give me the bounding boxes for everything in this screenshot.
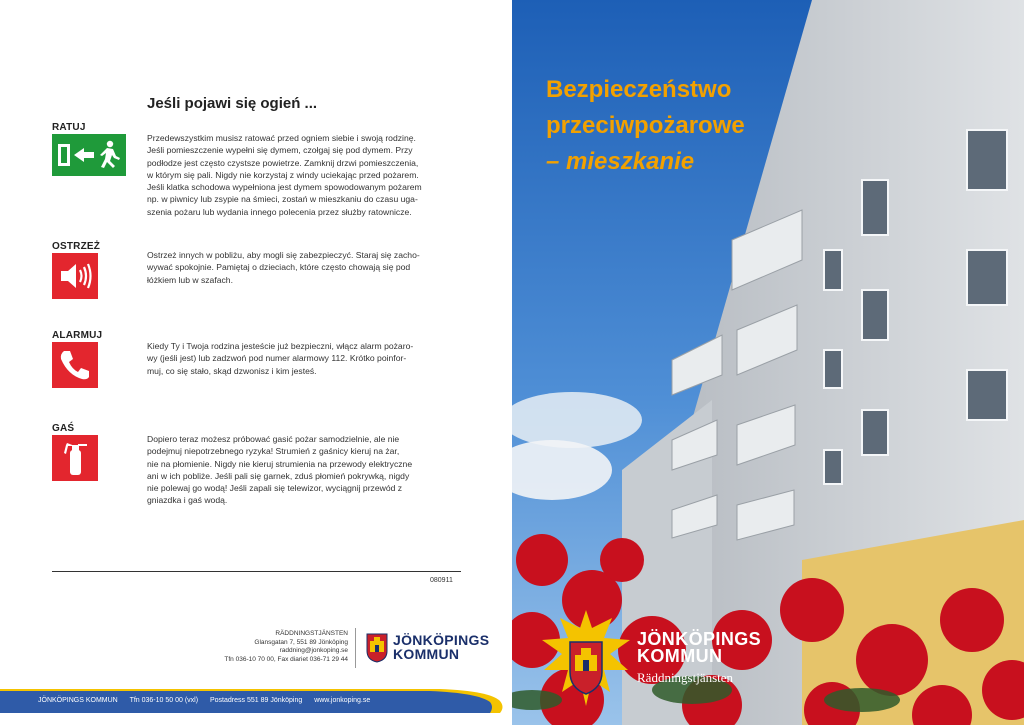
footer-phone: Tfn 036-10 50 00 (vxl) — [129, 697, 199, 704]
divider — [355, 628, 356, 668]
kommun-logo-line: JÖNKÖPINGS — [637, 629, 762, 649]
address-line: RÄDDNINGSTJÄNSTEN — [275, 630, 348, 637]
telephone-icon — [52, 342, 98, 388]
footer-address: Postadress 551 89 Jönköping — [210, 697, 303, 704]
kommun-logo-big — [637, 631, 761, 665]
text-gas: Dopiero teraz możesz próbować gasić pożar samodzielnie, ale nie podejmuj niepotrzebnego ryzyka! Strumień z gaśnicy kieruj na żar, nie na płomienie. Nigdy nie kieruj strumienia na przewody elektryczne ani w ich pobliże. Jeśli pali się garnek, zduś płomień pokrywką, nigdy nie polewaj go wodą! Jeśli zapali się telewizor, wyciągnij przewód z gniazdka i gaś wodą. — [147, 434, 413, 506]
text-ratuj: Przedewszystkim musisz ratować przed ogniem siebie i swoją rodzinę. Jeśli pomieszczenie wypełni się dymem, czołgaj się pod dymem. Przy podłodze jest często czystsze powietrze. Zamknij drzwi pomieszczenia, w którym się pali. Nigdy nie korzystaj z windy uciekając przed pożarem. Jeśli klatka schodowa wypełniona jest dymem spowodowanym pożarem np. w piwnicy lub zsypie na śmieci, zostań w mieszkaniu do czasu uga- szenia pożaru lub wydania innego polecenia przez służby ratownicze. — [147, 133, 422, 217]
label-ostrzez: OSTRZEŻ — [52, 241, 101, 252]
label-ratuj: RATUJ — [52, 122, 86, 133]
footer-bar — [0, 689, 512, 713]
title-subtitle: – mieszkanie — [546, 148, 695, 175]
address-line: Tfn 036-10 70 00, Fax diariet 036-71 29 44 — [224, 655, 348, 663]
document-code: 080911 — [430, 577, 453, 584]
title-line: przeciwpożarowe — [546, 112, 745, 139]
cover-title — [546, 72, 745, 180]
text-alarmuj: Kiedy Ty i Twoja rodzina jesteście już bezpieczni, włącz alarm pożaro- wy (jeśli jest) lub zadzwoń pod numer alarmowy 112. Krótko poinfor- muj, co się stało, skąd dzwonisz i kim jesteś. — [147, 341, 414, 376]
text-ostrzez: Ostrzeż innych w pobliżu, aby mogli się zabezpieczyć. Staraj się zacho- wywać spokojnie. Pamiętaj o dzieciach, które często chowają się pod łóżkiem lub w szafach. — [147, 250, 420, 285]
kommun-logo-line: KOMMUN — [637, 646, 723, 666]
footer-website-link[interactable]: www.jonkoping.se — [314, 697, 371, 704]
coat-of-arms-icon — [366, 633, 388, 663]
section-heading: Jeśli pojawi się ogień ... — [147, 95, 318, 112]
alarm-speaker-icon — [52, 253, 98, 299]
emergency-exit-icon — [52, 134, 126, 176]
title-line: Bezpieczeństwo — [546, 76, 732, 103]
fire-extinguisher-icon — [52, 435, 98, 481]
kommun-logo-line: JÖNKÖPINGS — [393, 632, 490, 648]
divider — [52, 571, 461, 572]
label-gas: GAŚ — [52, 423, 75, 434]
address-line: Glansgatan 7, 551 89 Jönköping — [254, 638, 348, 646]
email-link[interactable]: raddning@jonkoping.se — [279, 647, 348, 655]
raddningstjansten-label: Räddningstjänsten — [637, 670, 734, 685]
raddningstjansten-emblem-icon — [540, 610, 632, 710]
kommun-logo-line: KOMMUN — [393, 646, 460, 662]
address-block — [200, 630, 348, 664]
footer-org: JÖNKÖPINGS KOMMUN — [38, 697, 118, 704]
kommun-logo-text — [393, 633, 489, 661]
label-alarmuj: ALARMUJ — [52, 330, 103, 341]
